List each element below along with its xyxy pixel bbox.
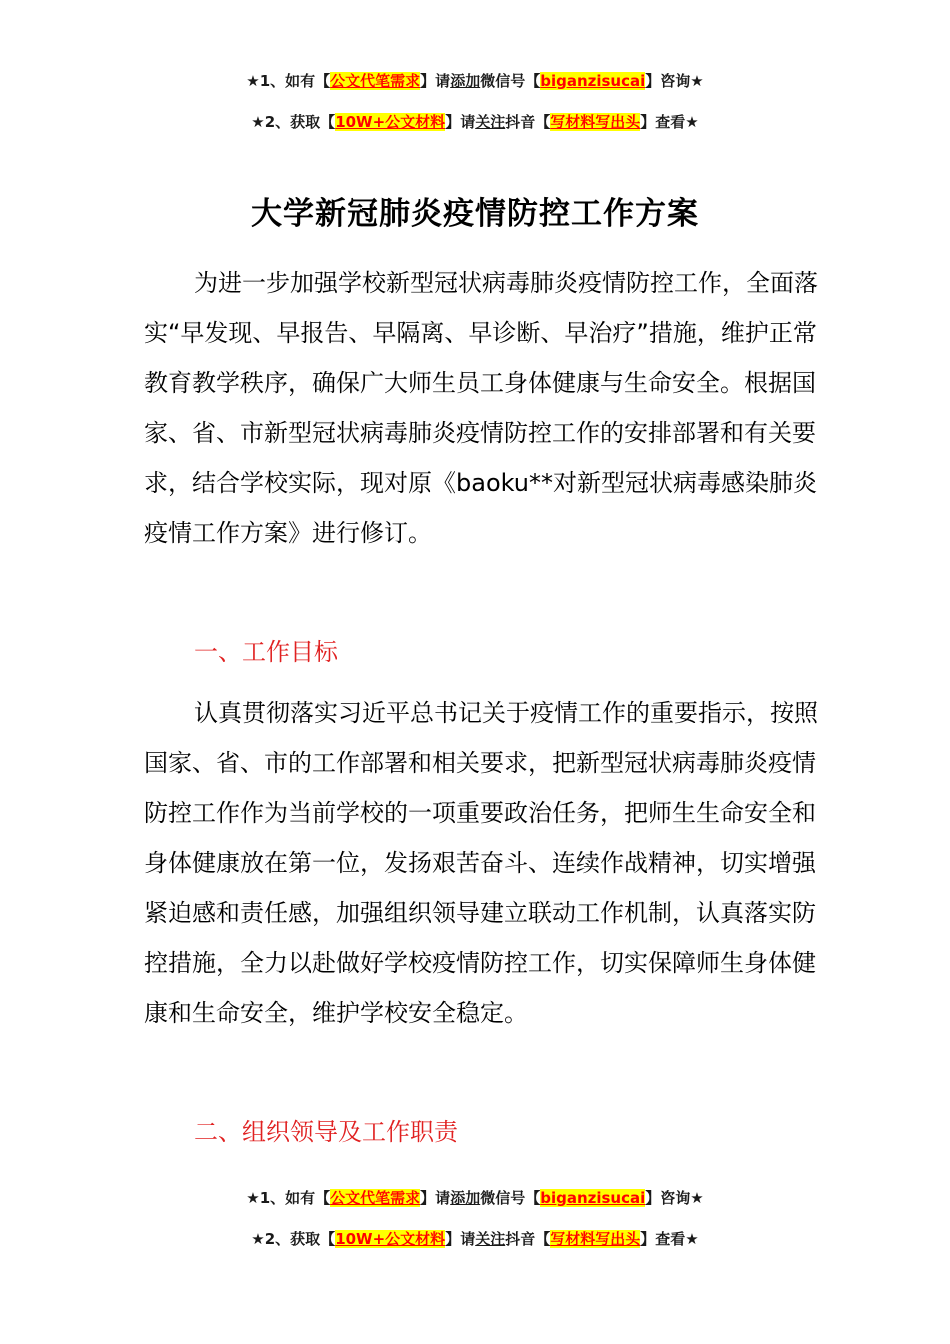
highlight-service: 公文代笔需求: [330, 1189, 421, 1207]
goal-paragraph: 认真贯彻落实习近平总书记关于疫情工作的重要指示，按照国家、省、市的工作部署和相关要求，把新型冠状病毒肺炎疫情防控工作作为当前学校的一项重要政治任务，把师生生命安全和身体健康放在第一位，发扬艰苦奋斗、连续作战精神，切实增强紧迫感和责任感，加强组织领导建立联动工作机制，认真落实防控措施，全力以赴做好学校疫情防控工作，切实保障师生身体健康和生命安全，维护学校安全稳定。: [144, 699, 818, 1027]
banner-text: 】查看★: [640, 113, 699, 131]
highlight-materials: 10W+公文材料: [335, 1230, 446, 1248]
section-heading-organization: 二、组织领导及工作职责: [194, 1118, 458, 1146]
promo-banner-line-1: [0, 70, 950, 91]
banner-text: 】查看★: [640, 1230, 699, 1248]
banner-text: ★2、获取【: [251, 1230, 336, 1248]
banner-underlined-text: 关注: [475, 1230, 506, 1248]
banner-text: 】咨询★: [645, 72, 704, 90]
highlight-service: 公文代笔需求: [330, 72, 421, 90]
banner-text: 微信号【: [480, 72, 541, 90]
banner-text: ★2、获取【: [251, 113, 336, 131]
banner-text: 】请: [420, 72, 451, 90]
banner-text: 】咨询★: [645, 1189, 704, 1207]
banner-underlined-text: 关注: [475, 113, 506, 131]
highlight-douyin-id: 写材料写出头: [550, 1230, 641, 1248]
banner-text: 】请: [445, 113, 476, 131]
highlight-douyin-id: 写材料写出头: [550, 113, 641, 131]
intro-paragraph: 为进一步加强学校新型冠状病毒肺炎疫情防控工作，全面落实“早发现、早报告、早隔离、早诊断、早治疗”措施，维护正常教育教学秩序，确保广大师生员工身体健康与生命安全。根据国家、省、市新型冠状病毒肺炎疫情防控工作的安排部署和有关要求，结合学校实际，现对原《baoku**对新型冠状病毒感染肺炎疫情工作方案》进行修订。: [144, 269, 818, 547]
banner-text: 】请: [420, 1189, 451, 1207]
banner-text: 抖音【: [505, 113, 551, 131]
banner-text: ★1、如有【: [246, 72, 331, 90]
highlight-wechat-id: biganzisucai: [540, 1189, 646, 1207]
promo-banner-line-2: [0, 111, 950, 132]
banner-underlined-text: 添加: [450, 1189, 481, 1207]
promo-banner-bottom-line-2: [0, 1228, 950, 1249]
highlight-materials: 10W+公文材料: [335, 113, 446, 131]
highlight-wechat-id: biganzisucai: [540, 72, 646, 90]
banner-text: 微信号【: [480, 1189, 541, 1207]
promo-banner-bottom-line-1: [0, 1187, 950, 1208]
banner-text: 】请: [445, 1230, 476, 1248]
banner-text: 抖音【: [505, 1230, 551, 1248]
banner-underlined-text: 添加: [450, 72, 481, 90]
section-heading-goal: 一、工作目标: [194, 638, 338, 666]
banner-text: ★1、如有【: [246, 1189, 331, 1207]
document-title: 大学新冠肺炎疫情防控工作方案: [251, 196, 699, 232]
